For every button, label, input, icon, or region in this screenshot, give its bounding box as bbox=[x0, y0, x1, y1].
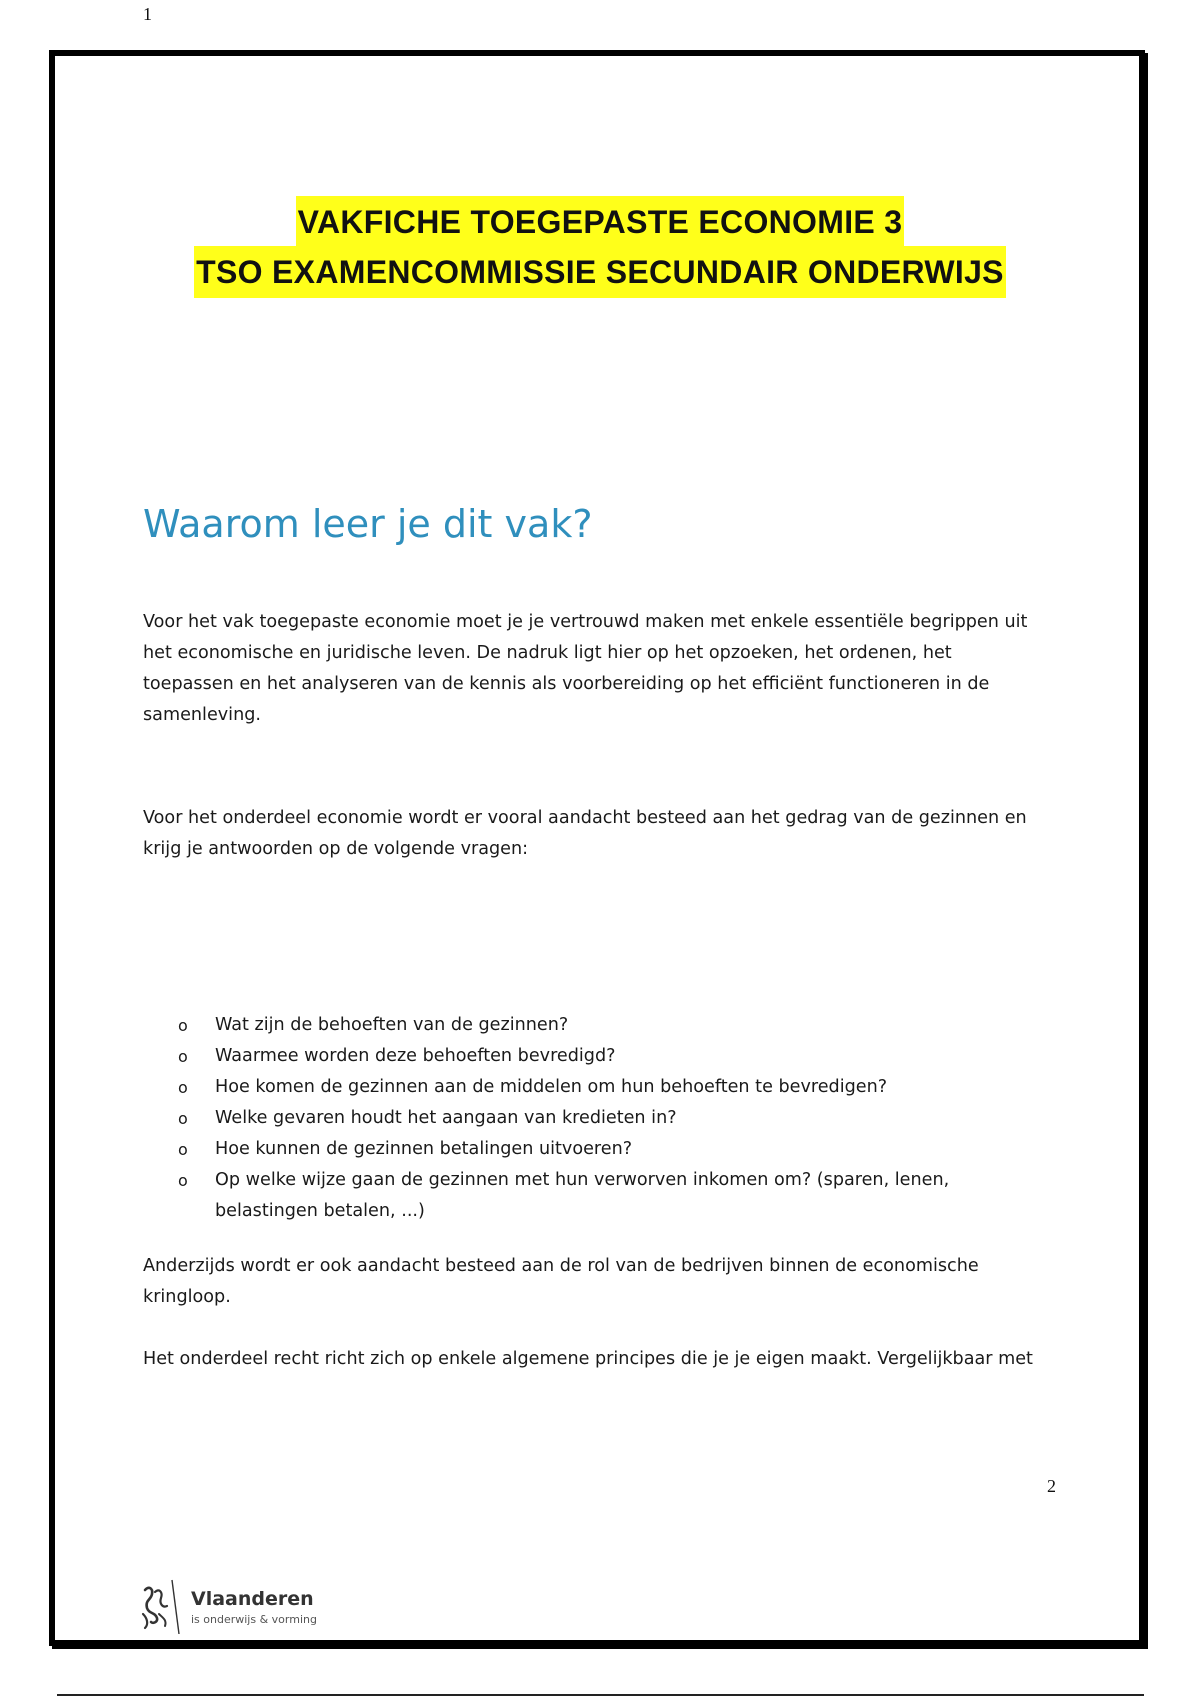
intro-paragraph: Voor het vak toegepaste economie moet je je vertrouwd maken met enkele essentiële begrippen uit het economische en juridische leven. De nadruk ligt hier op het opzoeken, het ordenen, het toepassen en het analyseren van de kennis als voorbereiding op het efficiënt functioneren in de samenleving. bbox=[143, 612, 1028, 725]
bullet-icon: o bbox=[178, 1016, 188, 1035]
companies-paragraph: Anderzijds wordt er ook aandacht besteed aan de rol van de bedrijven binnen de economische kringloop. bbox=[143, 1256, 979, 1307]
lion-icon bbox=[139, 1578, 181, 1634]
list-item-text: Wat zijn de behoeften van de gezinnen? bbox=[215, 1015, 569, 1035]
bullet-icon: o bbox=[178, 1109, 188, 1128]
page-number-top: 1 bbox=[143, 4, 152, 24]
title-line-2: TSO EXAMENCOMMISSIE SECUNDAIR ONDERWIJS bbox=[194, 246, 1006, 298]
logo-subtitle: is onderwijs & vorming bbox=[191, 1613, 317, 1626]
logo-name: Vlaanderen bbox=[191, 1588, 314, 1610]
bullet-icon: o bbox=[178, 1078, 188, 1097]
bullet-icon: o bbox=[178, 1047, 188, 1066]
list-item bbox=[178, 1010, 1038, 1041]
list-item-text: Waarmee worden deze behoeften bevredigd? bbox=[215, 1046, 616, 1066]
list-item bbox=[178, 1134, 1038, 1165]
list-item bbox=[178, 1165, 1038, 1227]
list-item-text: Hoe komen de gezinnen aan de middelen om hun behoeften te bevredigen? bbox=[215, 1077, 888, 1097]
question-list bbox=[178, 1010, 1038, 1227]
list-item bbox=[178, 1041, 1038, 1072]
bullet-icon: o bbox=[178, 1140, 188, 1159]
law-paragraph: Het onderdeel recht richt zich op enkele algemene principes die je je eigen maakt. Vergelijkbaar met bbox=[143, 1349, 1033, 1369]
page-divider bbox=[57, 1694, 1144, 1696]
title-line-1: VAKFICHE TOEGEPASTE ECONOMIE 3 bbox=[296, 196, 905, 246]
bullet-icon: o bbox=[178, 1171, 188, 1190]
page-number-bottom: 2 bbox=[1047, 1476, 1056, 1496]
document-title bbox=[0, 196, 1200, 298]
list-item bbox=[178, 1072, 1038, 1103]
list-item bbox=[178, 1103, 1038, 1134]
vlaanderen-logo bbox=[139, 1572, 339, 1638]
list-item-text: Welke gevaren houdt het aangaan van kredieten in? bbox=[215, 1108, 677, 1128]
list-item-text: Op welke wijze gaan de gezinnen met hun verworven inkomen om? (sparen, lenen, belastingen betalen, ...) bbox=[215, 1170, 950, 1221]
section-heading: Waarom leer je dit vak? bbox=[143, 502, 593, 546]
economy-paragraph: Voor het onderdeel economie wordt er vooral aandacht besteed aan het gedrag van de gezinnen en krijg je antwoorden op de volgende vragen: bbox=[143, 808, 1027, 859]
list-item-text: Hoe kunnen de gezinnen betalingen uitvoeren? bbox=[215, 1139, 633, 1159]
